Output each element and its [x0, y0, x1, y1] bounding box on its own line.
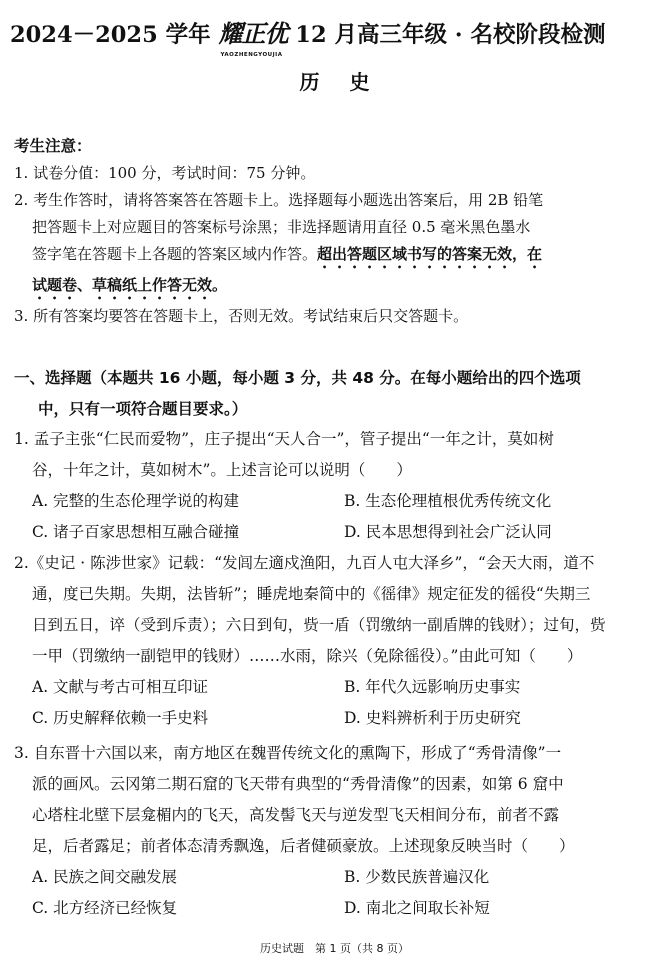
- notice-item-3: 3. 所有答案均要答在答题卡上，否则无效。考试结束后只交答题卡。: [14, 307, 469, 325]
- option-d: D. 民本思想得到社会广泛认同: [344, 523, 552, 541]
- notice-item-2: 2. 考生作答时，请将答案答在答题卡上。选择题每小题选出答案后，用 2B 铅笔: [14, 191, 544, 209]
- section-heading: 一、选择题（本题共 16 小题，每小题 3 分，共 48 分。在每小题给出的四个选项 中，只有一项符合题目要求。）: [14, 369, 581, 418]
- header-xuenian: 学年: [165, 22, 211, 48]
- option-d: D. 南北之间取长补短: [344, 899, 490, 917]
- brand-logo: 耀正优 YAOZHENGYOUJIA: [218, 20, 288, 58]
- notice-title: 考生注意：: [14, 137, 92, 155]
- option-c: C. 历史解释依赖一手史料: [32, 709, 209, 727]
- option-d: D. 史料辨析利于历史研究: [344, 709, 521, 727]
- notice-emphasis: 超出答题区域书写的答案无效，在: [317, 245, 543, 263]
- notice-emphasis-cont: 试题卷、草稿纸上作答无效。: [32, 276, 228, 294]
- option-b: B. 少数民族普遍汉化: [344, 868, 490, 886]
- question-text: 通，度已失期。失期，法皆斩”；睡虎地秦简中的《徭律》规定征发的徭役“失期三: [32, 585, 591, 603]
- option-b: B. 年代久远影响历史事实: [344, 678, 521, 696]
- question-text: 足，后者露足；前者体态清秀飘逸，后者健硕豪放。上述现象反映当时（ ）: [32, 837, 575, 855]
- exam-header: [10, 14, 660, 58]
- subject-title: 历史: [299, 70, 400, 94]
- question-text: 2.《史记 · 陈涉世家》记载：“发闾左適戍渔阳，九百人屯大泽乡”，“会天大雨，道不: [14, 554, 595, 572]
- question-text: 3. 自东晋十六国以来，南方地区在魏晋传统文化的熏陶下，形成了“秀骨清像”一: [14, 744, 562, 762]
- notice-item-1: 1. 试卷分值：100 分，考试时间：75 分钟。: [14, 164, 316, 182]
- question-text: 一甲（罚缴纳一副铠甲的钱财）……水雨，除兴（免除徭役）。”由此可知（ ）: [32, 647, 583, 665]
- option-c: C. 北方经济已经恢复: [32, 899, 178, 917]
- page-footer: 历史试题 第 1 页（共 8 页）: [260, 942, 409, 955]
- option-a: A. 文献与考古可相互印证: [32, 678, 209, 696]
- question-1: [14, 424, 659, 548]
- question-2: [14, 548, 659, 734]
- option-a: A. 完整的生态伦理学说的构建: [32, 492, 240, 510]
- option-c: C. 诸子百家思想相互融合碰撞: [32, 523, 240, 541]
- question-text: 1. 孟子主张“仁民而爱物”，庄子提出“天人合一”，管子提出“一年之计，莫如树: [14, 430, 554, 448]
- header-title: 12 月高三年级 · 名校阶段检测: [295, 22, 606, 48]
- question-text: 谷，十年之计，莫如树木”。上述言论可以说明（ ）: [32, 461, 412, 479]
- header-years: 2024－2025: [10, 22, 158, 48]
- notice-body: [14, 160, 659, 330]
- notice-item-2-cont: 把答题卡上对应题目的答案标号涂黑；非选择题请用直径 0.5 毫米黑色墨水: [32, 218, 531, 236]
- question-text: 日到五日，谇（受到斥责）；六日到旬，赀一盾（罚缴纳一副盾牌的钱财）；过旬，赀: [32, 616, 606, 634]
- brand-logo-sub: YAOZHENGYOUJIA: [220, 52, 283, 58]
- notice-item-2-cont2: 签字笔在答题卡上各题的答案区域内作答。超出答题区域书写的答案无效，在: [32, 245, 543, 263]
- question-text: 派的画风。云冈第二期石窟的飞天带有典型的“秀骨清像”的因素，如第 6 窟中: [32, 775, 564, 793]
- option-b: B. 生态伦理植根优秀传统文化: [344, 492, 552, 510]
- option-a: A. 民族之间交融发展: [32, 868, 178, 886]
- question-text: 心塔柱北壁下层龛楣内的飞天，高发髻飞天与逆发型飞天相间分布，前者不露: [32, 806, 560, 824]
- question-3: [14, 738, 659, 924]
